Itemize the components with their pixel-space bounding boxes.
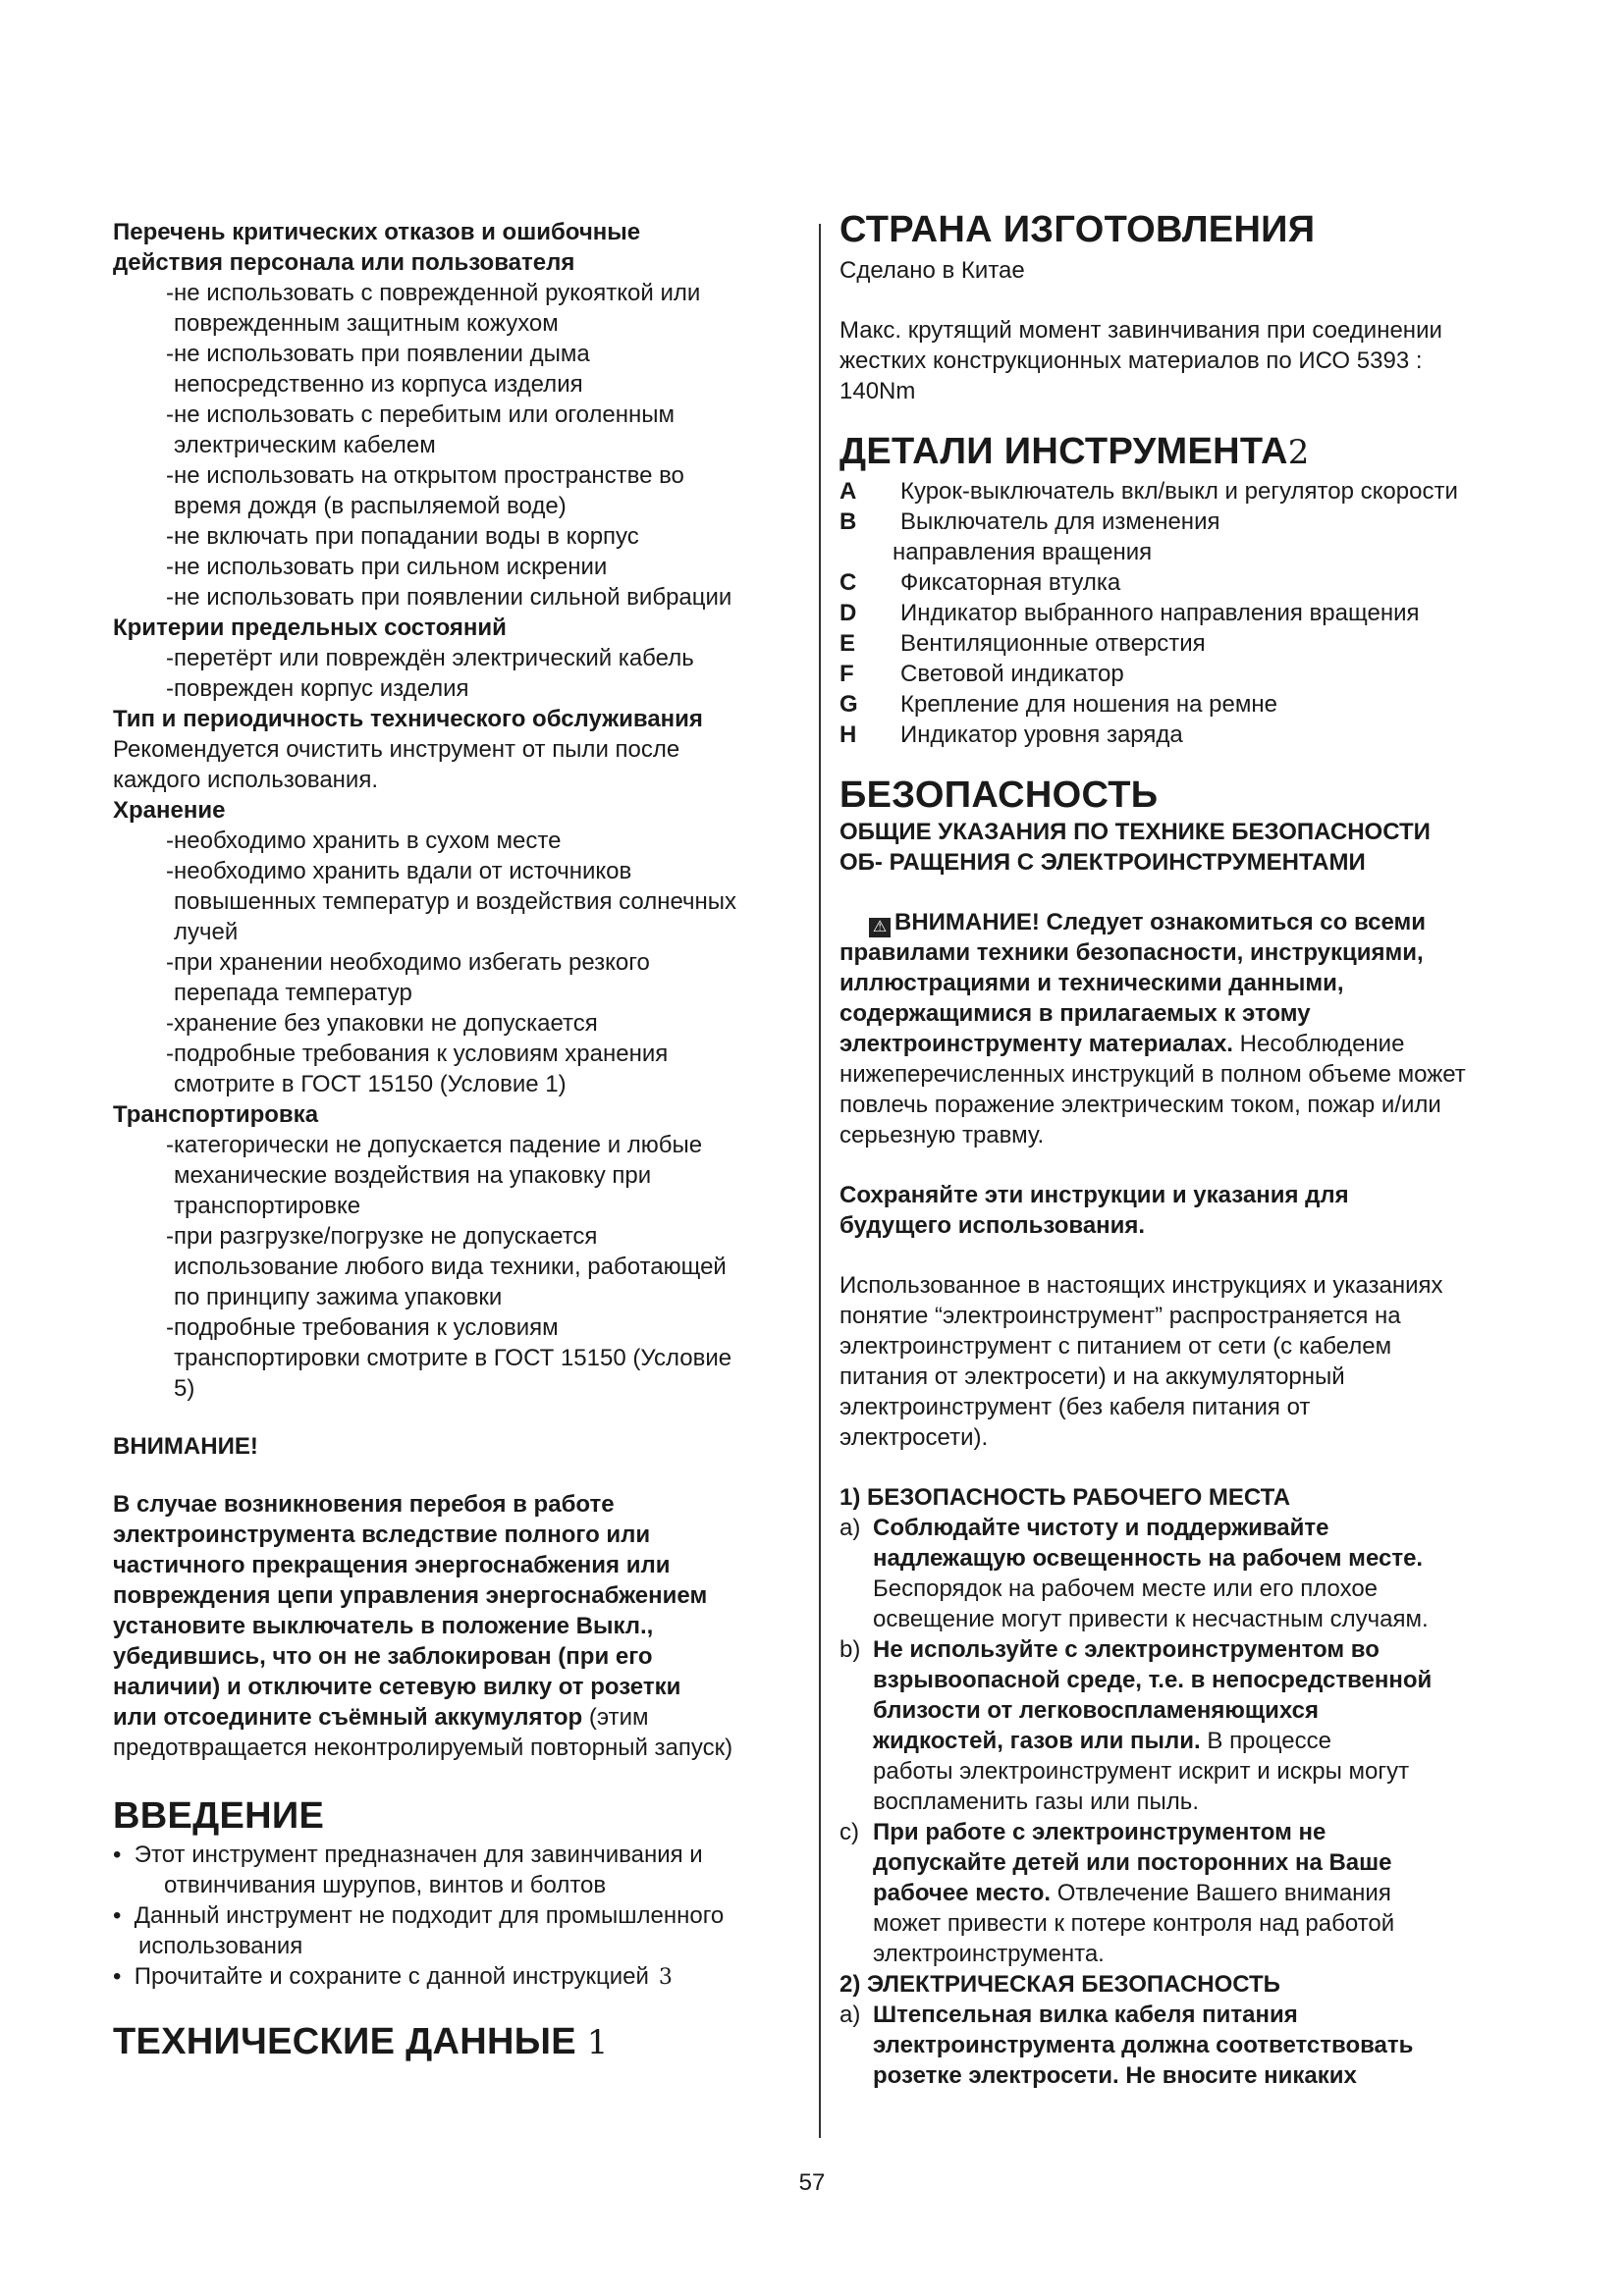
column-divider: [819, 224, 821, 2138]
list-item: -не использовать при появлении сильной вибрации: [166, 584, 732, 611]
list-item: -подробные требования к условиям транспортировки смотрите в ГОСТ 15150 (Условие 5): [166, 1314, 732, 1402]
limits-heading: Критерии предельных состояний: [113, 614, 507, 641]
left-column: [113, 217, 800, 2064]
parts-title: ДЕТАЛИ ИНСТРУМЕНТА2: [839, 431, 1310, 472]
list-item: -не использовать при сильном искрении: [166, 554, 608, 580]
part-row: D Индикатор выбранного направления вращения: [839, 600, 1420, 626]
section-electrical-title: 2) ЭЛЕКТРИЧЕСКАЯ БЕЗОПАСНОСТЬ: [839, 1971, 1280, 1998]
maintenance-text: Рекомендуется очистить инструмент от пыли после каждого использования.: [113, 736, 680, 793]
list-item: -не использовать на открытом пространстве во время дождя (в распыляемой воде): [166, 462, 684, 519]
part-row: H Индикатор уровня заряда: [839, 721, 1183, 748]
figure-ref: 3: [658, 1965, 673, 1990]
maintenance-heading: Тип и периодичность технического обслуживания: [113, 706, 703, 732]
list-item: -поврежден корпус изделия: [166, 675, 469, 702]
safety-item: b) Не используйте с электроинструментом во взрывоопасной среде, т.е. в непосредственной близости от легковоспламеняющихся жидкостей, газов или пыли. В процессе работы электроинструмент искрит и искры могут воспламенить газы или пыль.: [839, 1636, 1433, 1815]
page-number: 57: [798, 2169, 826, 2196]
part-row: C Фиксаторная втулка: [839, 569, 1121, 596]
tech-title: ТЕХНИЧЕСКИЕ ДАННЫЕ 1: [113, 2021, 609, 2062]
list-item: -при разгрузке/погрузке не допускается использование любого вида техники, работающей по принципу зажима упаковки: [166, 1223, 727, 1310]
torque-text: Макс. крутящий момент завинчивания при соединении жестких конструкционных материалов по ИСО 5393 : 140Nm: [839, 317, 1442, 404]
list-item: • Этот инструмент предназначен для завинчивания и отвинчивания шурупов, винтов и болтов: [113, 1842, 703, 1898]
keep-instructions: Сохраняйте эти инструкции и указания для будущего использования.: [839, 1182, 1349, 1239]
warning-icon: ⚠: [869, 918, 891, 937]
parts-list: [839, 476, 1527, 750]
right-column: [839, 208, 1527, 2091]
list-item: -категорически не допускается падение и любые механические воздействия на упаковку при транспортировке: [166, 1132, 703, 1219]
failures-list: [113, 278, 800, 613]
part-row: F Световой индикатор: [839, 661, 1124, 687]
list-item: -не использовать с перебитым или оголенным электрическим кабелем: [166, 401, 676, 458]
list-item: -подробные требования к условиям хранения смотрите в ГОСТ 15150 (Условие 1): [166, 1041, 669, 1097]
list-item: • Данный инструмент не подходит для промышленного использования: [113, 1902, 725, 1959]
list-item: -хранение без упаковки не допускается: [166, 1010, 598, 1037]
part-row: A Курок-выключатель вкл/выкл и регулятор скорости: [839, 478, 1458, 505]
list-item: -перетёрт или повреждён электрический кабель: [166, 645, 694, 671]
attention-label: ВНИМАНИЕ!: [113, 1433, 258, 1460]
safety-item: a) Штепсельная вилка кабеля питания электроинструмента должна соответствовать розетке электросети. Не вносите никаких: [839, 2002, 1414, 2089]
list-item: -необходимо хранить в сухом месте: [166, 828, 562, 854]
section-work-area-title: 1) БЕЗОПАСНОСТЬ РАБОЧЕГО МЕСТА: [839, 1484, 1291, 1511]
figure-ref: 2: [1287, 433, 1310, 472]
storage-heading: Хранение: [113, 797, 226, 824]
warning-paragraph: ⚠ ВНИМАНИЕ! Следует ознакомиться со всеми правилами техники безопасности, инструкциями, иллюстрациями и техническими данными, содержащимися в прилагаемых к этому электроинструменту материалах. Несоблюдение нижеперечисленных инструкций в полном объеме может повлечь поражение электрическим током, пожар и/или серьезную травму.: [839, 909, 1466, 1148]
list-item: -не использовать при появлении дыма непосредственно из корпуса изделия: [166, 341, 590, 398]
intro-title: ВВЕДЕНИЕ: [113, 1795, 325, 1837]
figure-ref: 1: [586, 2023, 609, 2062]
intro-list: [113, 1840, 800, 1993]
safety-subtitle: ОБЩИЕ УКАЗАНИЯ ПО ТЕХНИКЕ БЕЗОПАСНОСТИ ОБ- РАЩЕНИЯ С ЭЛЕКТРОИНСТРУМЕНТАМИ: [839, 819, 1431, 876]
definition-paragraph: Использованное в настоящих инструкциях и указаниях понятие “электроинструмент” распространяется на электроинструмент с питанием от сети (с кабелем питания от электросети) и на аккумуляторный электроинструмент (без кабеля питания от электросети).: [839, 1272, 1443, 1451]
part-row: E Вентиляционные отверстия: [839, 630, 1206, 657]
safety-title: БЕЗОПАСНОСТЬ: [839, 774, 1159, 816]
country-text: Сделано в Китае: [839, 257, 1025, 284]
transport-heading: Транспортировка: [113, 1101, 319, 1128]
list-item: -не использовать с поврежденной рукояткой или поврежденным защитным кожухом: [166, 280, 701, 337]
part-row: B Выключатель для изменения направления вращения: [839, 508, 1220, 565]
list-item: -при хранении необходимо избегать резкого перепада температур: [166, 949, 650, 1006]
country-title: СТРАНА ИЗГОТОВЛЕНИЯ: [839, 209, 1316, 250]
part-row: G Крепление для ношения на ремне: [839, 691, 1277, 718]
list-item: -не включать при попадании воды в корпус: [166, 523, 639, 550]
list-item: -необходимо хранить вдали от источников повышенных температур и воздействия солнечных лучей: [166, 858, 737, 945]
safety-item: c) При работе с электроинструментом не допускайте детей или посторонних на Ваше рабочее место. Отвлечение Вашего внимания может привести к потере контроля над работой электроинструмента.: [839, 1819, 1395, 1967]
failures-heading: Перечень критических отказов и ошибочные действия персонала или пользователя: [113, 219, 641, 276]
list-item: • Прочитайте и сохраните с данной инструкцией 3: [113, 1963, 673, 1990]
attention-paragraph: В случае возникновения перебоя в работе электроинструмента вследствие полного или частичного прекращения энергоснабжения или повреждения цепи управления энергоснабжением установите выключатель в положение Выкл., убедившись, что он не заблокирован (при его наличии) и отключите сетевую вилку от розетки или отсоедините съёмный аккумулятор (этим предотвращается неконтролируемый повторный запуск): [113, 1491, 733, 1761]
safety-item: a) Соблюдайте чистоту и поддерживайте надлежащую освещенность на рабочем месте. Беспорядок на рабочем месте или его плохое освещение могут привести к несчастным случаям.: [839, 1515, 1429, 1632]
